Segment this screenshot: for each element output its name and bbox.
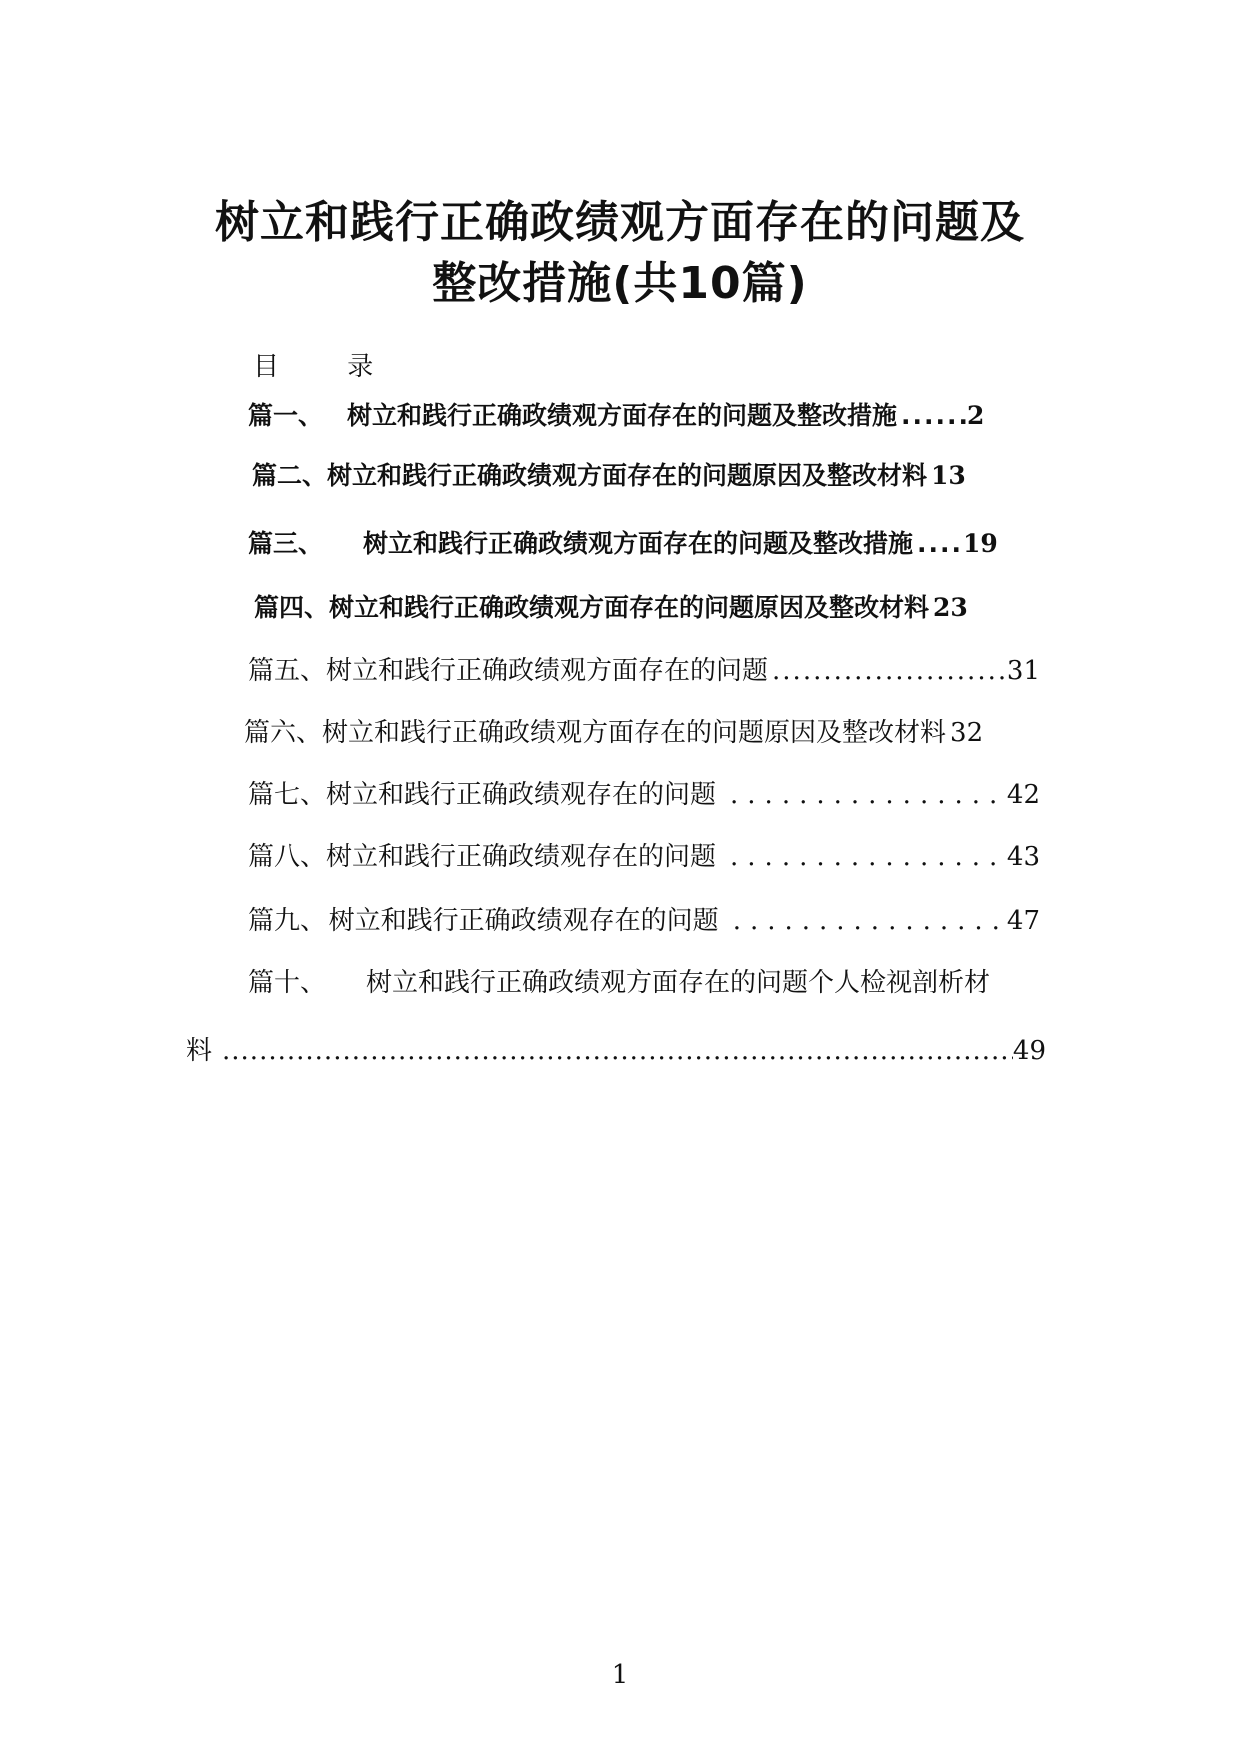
- toc-entry-page: 43: [1006, 842, 1040, 872]
- toc-entry-page: 23: [933, 593, 968, 622]
- toc-entry-5[interactable]: [248, 650, 1040, 690]
- toc-entry-label: 篇六、: [244, 718, 323, 748]
- toc-entry-page: 32: [950, 718, 984, 748]
- toc-entry-page: 42: [1006, 780, 1040, 810]
- toc-entry-text: 树立和践行正确政绩观方面存在的问题及整改措施: [347, 401, 898, 430]
- toc-entry-text: 树立和践行正确政绩观方面存在的问题原因及整改材料: [327, 461, 928, 490]
- toc-dot-leader: [768, 656, 1007, 686]
- toc-entry-label: 篇五、: [248, 656, 327, 686]
- toc-entry-label: 篇九、: [248, 906, 327, 936]
- toc-entry-page: 47: [1006, 906, 1040, 936]
- toc-entry-page: 49: [1012, 1036, 1046, 1066]
- document-title-line-2: 整改措施(共10篇): [432, 258, 808, 309]
- toc-entry-label: 篇八、: [248, 842, 327, 872]
- toc-entry-7[interactable]: [248, 774, 1040, 814]
- toc-entry-label: 篇二、: [252, 461, 328, 490]
- toc-heading: 目 录: [253, 352, 404, 382]
- toc-entry-text: 树立和践行正确政绩观方面存在的问题原因及整改材料: [322, 718, 947, 748]
- toc-entry-text: 树立和践行正确政绩观存在的问题: [326, 842, 717, 872]
- toc-entry-text: 树立和践行正确政绩观方面存在的问题原因及整改材料: [329, 593, 930, 622]
- toc-entry-page: 19: [963, 529, 998, 558]
- toc-entry-label: 篇七、: [248, 780, 327, 810]
- toc-dot-leader: [716, 780, 1007, 810]
- toc-entry-1[interactable]: [248, 396, 1040, 436]
- toc-dot-leader: [212, 1036, 1013, 1066]
- toc-entry-10[interactable]: [248, 962, 1040, 1002]
- toc-entry-6[interactable]: [244, 712, 1074, 752]
- toc-entry-text-continued: 料: [186, 1036, 213, 1066]
- toc-entry-text: 树立和践行正确政绩观方面存在的问题: [326, 656, 769, 686]
- toc-entry-text: 树立和践行正确政绩观存在的问题: [328, 906, 719, 936]
- toc-entry-10-continuation[interactable]: [186, 1030, 1046, 1067]
- toc-entry-page: 2: [967, 401, 985, 430]
- toc-entry-3[interactable]: [248, 524, 1040, 564]
- toc-entry-label: 篇三、: [248, 529, 324, 558]
- toc-entry-page: 13: [931, 461, 966, 490]
- toc-dot-leader: [716, 842, 1007, 872]
- toc-dot-leader: [913, 529, 963, 558]
- toc-entry-label: 篇一、: [248, 401, 324, 430]
- page-number: 1: [611, 1660, 629, 1690]
- toc-entry-text: 树立和践行正确政绩观方面存在的问题个人检视剖析材: [366, 968, 991, 998]
- toc-dot-leader: [897, 401, 967, 430]
- toc-dot-leader: [719, 906, 1007, 936]
- toc-entry-2[interactable]: [252, 456, 1072, 496]
- toc-entry-9[interactable]: [248, 900, 1040, 940]
- toc-entry-label: 篇四、: [254, 593, 330, 622]
- document-title-line-1: 树立和践行正确政绩观方面存在的问题及: [215, 197, 1025, 248]
- toc-entry-4[interactable]: [254, 588, 1074, 628]
- toc-entry-label: 篇十、: [248, 968, 327, 998]
- toc-entry-text: 树立和践行正确政绩观存在的问题: [326, 780, 717, 810]
- toc-entry-text: 树立和践行正确政绩观方面存在的问题及整改措施: [363, 529, 914, 558]
- toc-entry-page: 31: [1006, 656, 1040, 686]
- toc-entry-8[interactable]: [248, 836, 1040, 876]
